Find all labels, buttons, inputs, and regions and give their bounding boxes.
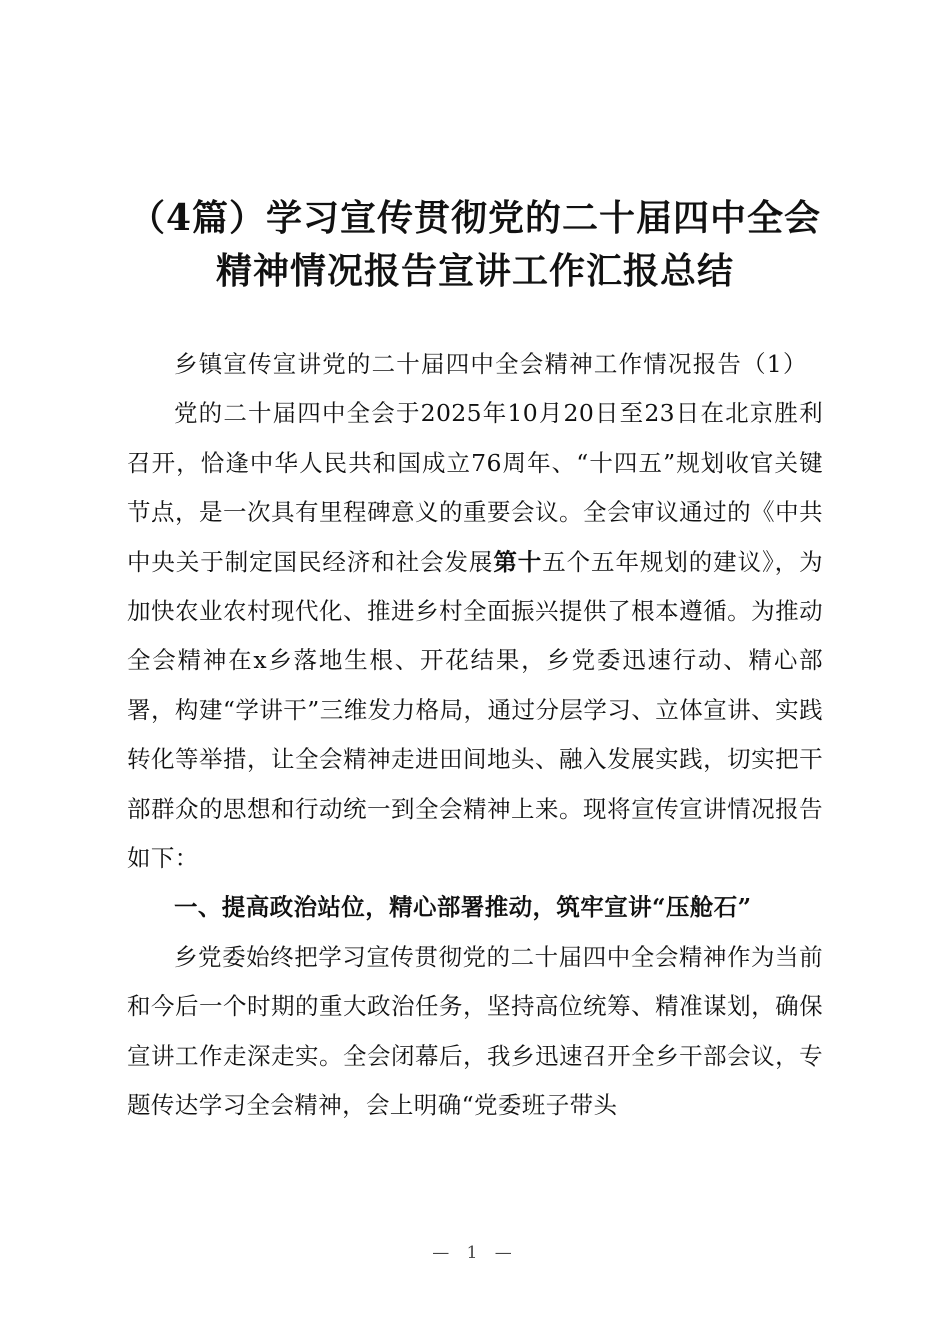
section-heading-1: 一、提高政治站位，精心部署推动，筑牢宣讲“压舱石” bbox=[174, 893, 752, 922]
document-body bbox=[127, 340, 823, 1131]
intro-paragraph-text-1: 党的二十届四中全会于2025年10月20日至23日在北京胜利召开，恰逢中华人民共和国成立76周年、“十四五”规划收官关键节点，是一次具有里程碑意义的重要会议。全会审议通过的《中共中央关于制定国民经济和社会发展 bbox=[127, 399, 823, 576]
intro-paragraph bbox=[127, 389, 823, 883]
document-title-line-2: 精神情况报告宣讲工作汇报总结 bbox=[215, 250, 734, 292]
section-1-paragraph: 乡党委始终把学习宣传贯彻党的二十届四中全会精神作为当前和今后一个时期的重大政治任务，坚持高位统筹、精准谋划，确保宣讲工作走深走实。全会闭幕后，我乡迅速召开全乡干部会议，专题传达学习全会精神，会上明确“党委班子带头 bbox=[127, 942, 823, 1120]
intro-paragraph-text-2: 五个五年规划的建议》，为加快农业农村现代化、推进乡村全面振兴提供了根本遵循。为推动全会精神在x乡落地生根、开花结果，乡党委迅速行动、精心部署，构建“学讲干”三维发力格局，通过分层学习、立体宣讲、实践转化等举措，让全会精神走进田间地头、融入发展实践，切实把干部群众的思想和行动统一到全会精神上来。现将宣传宣讲情况报告如下： bbox=[127, 547, 823, 873]
document-title-line-1: （4篇）学习宣传贯彻党的二十届四中全会 bbox=[128, 197, 822, 239]
report-subtitle: 乡镇宣传宣讲党的二十届四中全会精神工作情况报告（1） bbox=[174, 350, 808, 378]
page-number: — 1 — bbox=[432, 1243, 518, 1263]
intro-paragraph-bold-text: 第十 bbox=[493, 547, 543, 576]
